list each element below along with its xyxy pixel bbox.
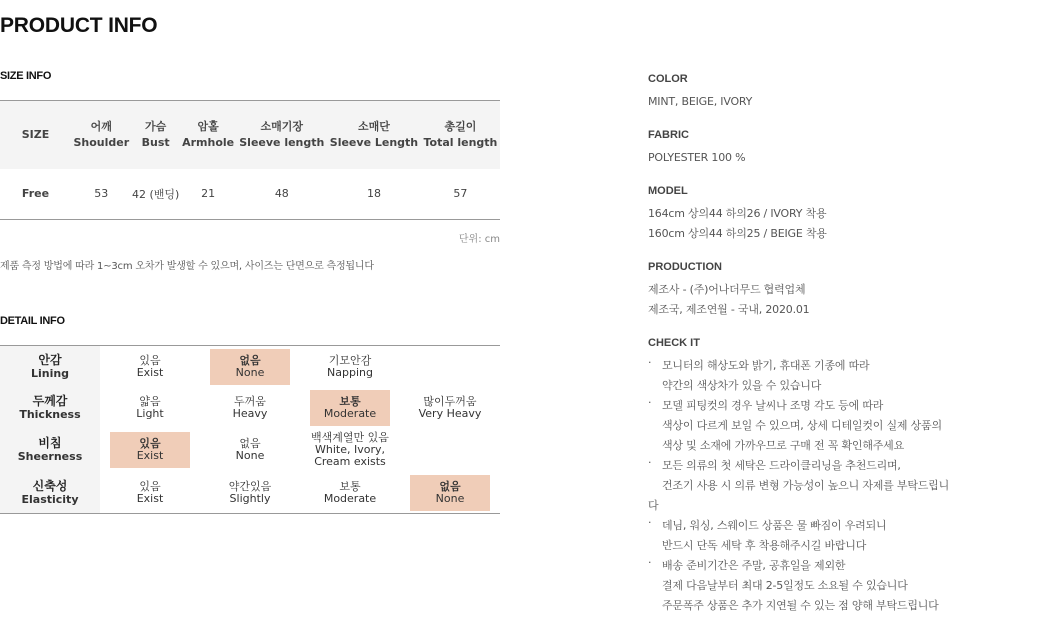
unit-note: 단위: cm (458, 234, 500, 245)
check-it-line: 색상이 다르게 보일 수 있으며, 상세 디테일컷이 실제 상품의 (662, 419, 942, 432)
model-label: MODEL (648, 185, 688, 197)
model-value: 160cm 상의44 하의25 / BEIGE 착용 (648, 227, 827, 240)
detail-option (210, 436, 290, 464)
detail-option-cell (300, 387, 400, 428)
detail-option-cell (100, 387, 200, 428)
model-block (648, 184, 968, 244)
size-header-cell: 소매기장 Sleeve length (237, 101, 328, 169)
detail-row-label-en: Sheerness (17, 450, 83, 463)
detail-option (110, 353, 190, 381)
detail-option-kr: 백색계열만 있음 (311, 431, 389, 444)
detail-row (0, 428, 500, 472)
detail-option-cell (400, 472, 500, 513)
size-header-cell: 가슴 Bust (132, 101, 180, 169)
detail-row (0, 387, 500, 428)
detail-option-en: Heavy (232, 406, 268, 420)
size-header-cell: 소매단 Sleeve Length (327, 101, 421, 169)
size-cell: 57 (453, 187, 468, 201)
detail-option-kr: 약간있음 (228, 479, 272, 493)
detail-option-en: None (235, 365, 265, 379)
check-it-line: 데님, 워싱, 스웨이드 상품은 물 빠짐이 우려되니 (662, 519, 887, 532)
size-cell: Free (21, 187, 50, 201)
detail-row-label-kr: 비침 (38, 436, 62, 450)
detail-row-label-kr: 신축성 (32, 478, 68, 493)
detail-option (110, 394, 190, 422)
size-table-header-row (0, 101, 500, 169)
bullet-icon: · (648, 556, 652, 569)
detail-option-selected (110, 432, 190, 468)
check-it-line: 모델 피팅컷의 경우 날씨나 조명 각도 등에 따라 (662, 399, 884, 412)
detail-option-selected (310, 390, 390, 426)
model-value: 164cm 상의44 하의26 / IVORY 착용 (648, 207, 827, 220)
size-cell: 18 (366, 187, 381, 201)
detail-row-label-en: Thickness (19, 407, 81, 421)
bullet-icon: · (648, 456, 652, 469)
size-cell: 53 (94, 187, 109, 201)
production-value: 제조사 - (주)어나더무드 협력업체 (648, 283, 806, 296)
check-it-item (648, 556, 968, 616)
detail-option-selected (210, 349, 290, 385)
detail-option (310, 430, 390, 470)
detail-row-header (0, 472, 100, 513)
check-it-line: 모니터의 해상도와 밝기, 휴대폰 기종에 따라 (662, 359, 870, 372)
detail-option-kr: 두꺼움 (234, 394, 266, 408)
detail-option-cell (200, 346, 300, 387)
detail-option-en: Exist (136, 365, 164, 379)
detail-option (110, 479, 190, 507)
detail-row-label-en: Lining (30, 366, 70, 380)
detail-row-label-kr: 안감 (38, 352, 62, 367)
detail-option-cell (100, 472, 200, 513)
size-header-cell: 총길이 Total length (421, 101, 500, 169)
color-label: COLOR (648, 73, 688, 85)
check-it-line: 약간의 색상차가 있을 수 있습니다 (662, 379, 822, 392)
detail-option-en: Slightly (229, 491, 271, 505)
detail-option-en: Light (136, 406, 164, 420)
detail-option-kr: 있음 (139, 479, 161, 493)
detail-option-kr: 얇음 (139, 394, 161, 408)
size-table-row (0, 169, 500, 220)
detail-option-en: Moderate (323, 491, 377, 505)
check-it-line: 주문폭주 상품은 추가 지연될 수 있는 점 양해 부탁드립니다 (662, 599, 939, 612)
detail-option-cell (300, 472, 400, 513)
detail-row-header (0, 346, 100, 387)
detail-row (0, 472, 500, 513)
detail-option-en: None (235, 449, 265, 462)
detail-option-kr: 없음 (439, 479, 461, 493)
detail-option-en: White, Ivory, Cream exists (314, 443, 386, 468)
size-header-cell: 어깨 Shoulder (71, 101, 132, 169)
detail-row (0, 346, 500, 387)
detail-option-en: Exist (136, 449, 164, 462)
check-it-line: 다 (648, 499, 659, 512)
detail-option (410, 394, 490, 422)
detail-option-kr: 기모안감 (328, 353, 372, 367)
detail-row-header (0, 428, 100, 472)
detail-option (210, 394, 290, 422)
detail-option-kr: 보통 (339, 479, 361, 493)
check-it-list (648, 356, 968, 616)
check-it-item (648, 456, 968, 516)
check-it-item (648, 516, 968, 556)
detail-option-cell (300, 346, 400, 387)
bullet-icon: · (648, 396, 652, 409)
bullet-icon: · (648, 356, 652, 369)
detail-option-en: Very Heavy (418, 406, 482, 420)
detail-option-kr: 보통 (339, 394, 361, 408)
size-header-cell: SIZE (0, 101, 71, 169)
detail-option-cell (400, 346, 500, 387)
detail-table (0, 345, 500, 514)
color-block (648, 72, 968, 112)
detail-option-cell (200, 472, 300, 513)
fabric-label: FABRIC (648, 129, 689, 141)
production-label: PRODUCTION (648, 261, 722, 273)
detail-option-selected (410, 475, 490, 511)
size-cell: 48 (274, 187, 289, 201)
detail-option-kr: 많이두꺼움 (423, 394, 477, 408)
check-it-line: 배송 준비기간은 주말, 공휴일을 제외한 (662, 559, 846, 572)
detail-row-header (0, 387, 100, 428)
check-it-line: 결제 다음날부터 최대 2-5일정도 소요될 수 있습니다 (662, 579, 908, 592)
detail-option-cell (100, 428, 200, 472)
measurement-note: 제품 측정 방법에 따라 1~3cm 오차가 발생할 수 있으며, 사이즈는 단면으로 측정됩니다 (0, 261, 374, 272)
check-it-line: 모든 의류의 첫 세탁은 드라이클리닝을 추천드리며, (662, 459, 901, 472)
detail-option-cell (100, 346, 200, 387)
production-value: 제조국, 제조연월 - 국내, 2020.01 (648, 303, 810, 316)
detail-option-en: Moderate (323, 406, 377, 420)
check-it-line: 반드시 단독 세탁 후 착용해주시길 바랍니다 (662, 539, 867, 552)
production-block (648, 260, 968, 320)
detail-option-cell (400, 387, 500, 428)
detail-option (310, 479, 390, 507)
page-title: PRODUCT INFO (0, 14, 158, 37)
check-it-block (648, 336, 968, 616)
size-cell: 42 (밴딩) (131, 187, 180, 201)
detail-row-label-en: Elasticity (21, 492, 79, 506)
fabric-block (648, 128, 968, 168)
color-value: MINT, BEIGE, IVORY (648, 95, 753, 108)
detail-option-kr: 없음 (239, 437, 261, 450)
detail-info-title: DETAIL INFO (0, 315, 65, 327)
detail-option-en: Napping (327, 365, 373, 379)
size-info-title: SIZE INFO (0, 70, 52, 82)
detail-option-cell (200, 428, 300, 472)
detail-option (210, 479, 290, 507)
bullet-icon: · (648, 516, 652, 529)
detail-option-cell (400, 428, 500, 472)
size-header-cell: 암홀 Armhole (180, 101, 237, 169)
detail-option-cell (300, 428, 400, 472)
check-it-line: 건조기 사용 시 의류 변형 가능성이 높으니 자제를 부탁드립니 (662, 479, 950, 492)
detail-row-label-kr: 두께감 (32, 393, 68, 408)
check-it-line: 색상 및 소재에 가까우므로 구매 전 꼭 확인해주세요 (662, 439, 905, 452)
detail-option-kr: 없음 (239, 353, 261, 367)
detail-option (310, 353, 390, 381)
detail-option-cell (200, 387, 300, 428)
size-table (0, 100, 500, 220)
product-info-panel (648, 72, 968, 630)
detail-option-en: Exist (136, 491, 164, 505)
detail-option-en: None (435, 491, 465, 505)
check-it-item (648, 356, 968, 396)
detail-option-kr: 있음 (139, 437, 161, 450)
size-cell: 21 (201, 187, 216, 201)
check-it-label: CHECK IT (648, 337, 700, 349)
check-it-item (648, 396, 968, 456)
detail-option-kr: 있음 (139, 353, 161, 367)
fabric-value: POLYESTER 100 % (648, 151, 746, 164)
